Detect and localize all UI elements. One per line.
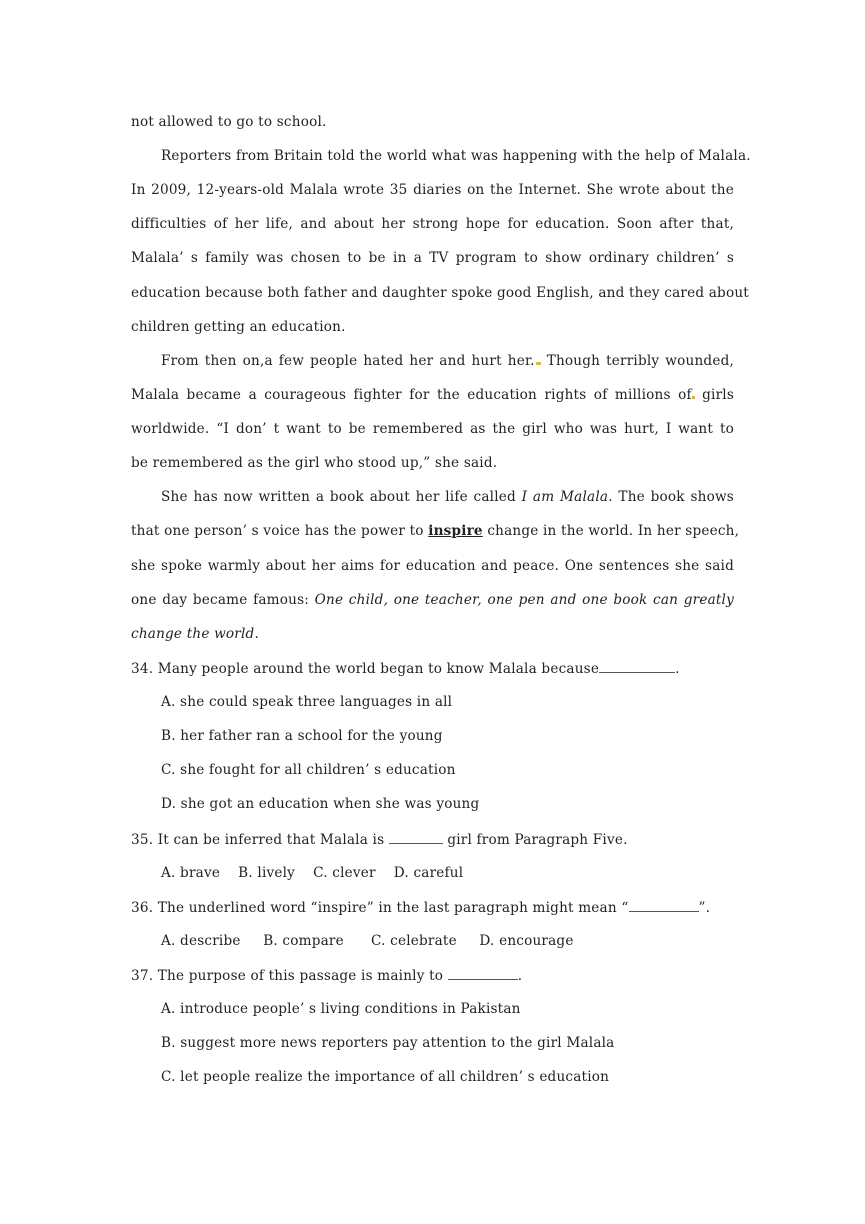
famous-quote: One child, one teacher, one pen and one book can greatly <box>314 592 734 608</box>
question-text: 36. The underlined word “inspire” in the last paragraph might mean “ <box>131 900 629 916</box>
passage-text: not allowed to go to school. <box>131 114 327 130</box>
question-35-options: A. brave B. lively C. clever D. careful <box>161 865 464 881</box>
famous-quote: change the world <box>131 626 255 642</box>
passage-line: In 2009, 12-years-old Malala wrote 35 diaries on the Internet. She wrote about the <box>131 182 734 198</box>
passage-line <box>131 521 740 541</box>
passage-line <box>161 487 734 507</box>
answer-blank <box>629 897 699 912</box>
passage-line: worldwide. “I don’ t want to be remembered as the girl who was hurt, I want to <box>131 421 734 437</box>
answer-blank <box>389 829 443 844</box>
question-37-option-b: B. suggest more news reporters pay attention to the girl Malala <box>161 1035 615 1051</box>
question-34-stem <box>131 658 734 678</box>
passage-line: Malala’ s family was chosen to be in a TV program to show ordinary children’ s <box>131 250 734 266</box>
passage-line: be remembered as the girl who stood up,” she said. <box>131 455 498 471</box>
question-text: . <box>517 968 523 984</box>
passage-line <box>161 351 734 371</box>
passage-line <box>131 624 734 644</box>
question-34-option-c: C. she fought for all children’ s education <box>161 762 456 778</box>
question-text: 34. Many people around the world began to know Malala because <box>131 661 600 677</box>
passage-text: change in the world. In her speech, <box>482 523 740 539</box>
question-36-stem <box>131 897 734 917</box>
question-36-options: A. describe B. compare C. celebrate D. encourage <box>161 933 574 949</box>
question-text: 35. It can be inferred that Malala is <box>131 832 389 848</box>
passage-line <box>131 112 734 132</box>
passage-text: Malala became a courageous fighter for the education rights of millions of <box>131 387 692 403</box>
passage-text: that one person’ s voice has the power to <box>131 523 429 539</box>
question-37-option-c: C. let people realize the importance of all children’ s education <box>161 1069 610 1085</box>
answer-blank <box>448 965 518 980</box>
passage-line: difficulties of her life, and about her strong hope for education. Soon after that, <box>131 216 734 232</box>
passage-text: . The book shows <box>608 489 734 505</box>
passage-line <box>131 385 734 405</box>
passage-text: Though terribly wounded, <box>540 353 734 369</box>
question-34-option-d: D. she got an education when she was young <box>161 796 480 812</box>
answer-blank <box>599 658 675 673</box>
underlined-word: inspire <box>428 523 483 539</box>
question-34-option-b: B. her father ran a school for the young <box>161 728 443 744</box>
passage-text: She has now written a book about her life called <box>161 489 522 505</box>
passage-line: Reporters from Britain told the world what was happening with the help of Malala. <box>161 148 751 164</box>
passage-text: girls <box>694 387 735 403</box>
question-34-option-a: A. she could speak three languages in all <box>161 694 453 710</box>
question-35-stem <box>131 829 734 849</box>
question-text: . <box>675 661 680 677</box>
passage-text: . <box>254 626 259 642</box>
passage-text: one day became famous: <box>131 592 315 608</box>
passage-line: education because both father and daughter spoke good English, and they cared about <box>131 285 749 301</box>
question-text: girl from Paragraph Five. <box>442 832 628 848</box>
passage-line <box>131 590 734 610</box>
question-text: 37. The purpose of this passage is mainly to <box>131 968 448 984</box>
question-text: ”. <box>698 900 711 916</box>
passage-line: she spoke warmly about her aims for education and peace. One sentences she said <box>131 558 734 574</box>
passage-text: From then on,a few people hated her and hurt her. <box>161 353 535 369</box>
book-title: I am Malala <box>521 489 609 505</box>
question-37-option-a: A. introduce people’ s living conditions in Pakistan <box>161 1001 521 1017</box>
passage-line: children getting an education. <box>131 319 346 335</box>
question-37-stem <box>131 965 734 985</box>
